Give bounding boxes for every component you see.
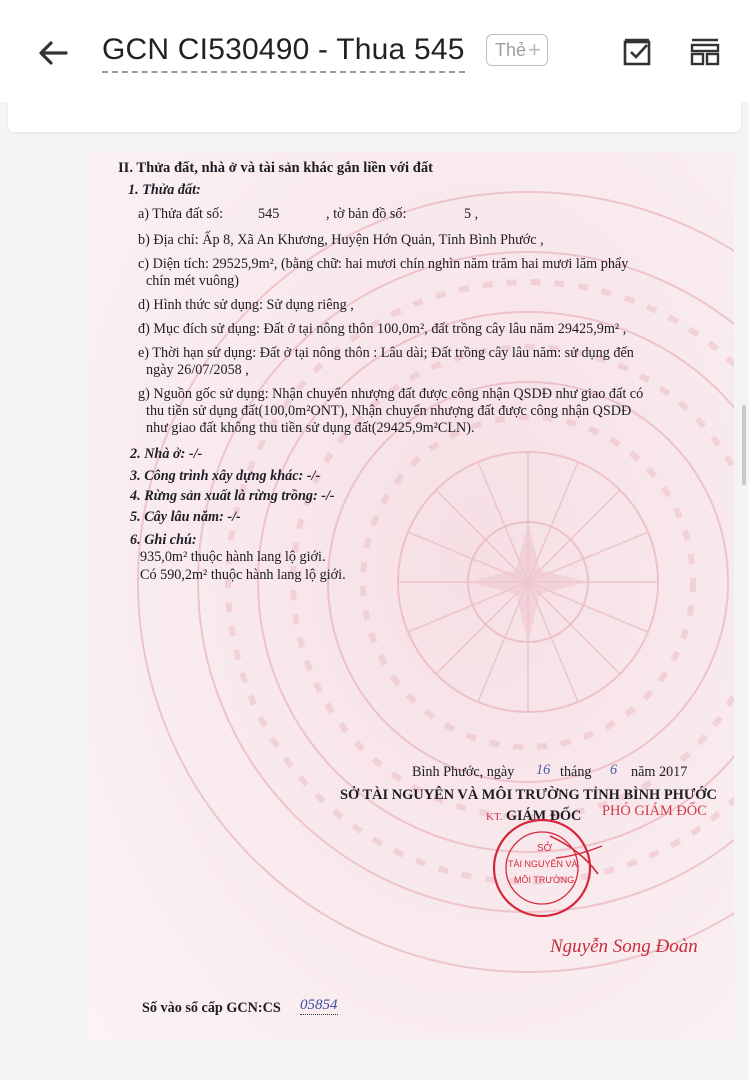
registration-number: 05854 (300, 997, 338, 1013)
seal-line-2: TÀI NGUYÊN VÀ (508, 859, 578, 869)
checkbox-icon (622, 36, 654, 68)
plus-icon: + (528, 37, 541, 62)
origin-line-3: như giao đất không thu tiền sử dụng đất(29425,9m²CLN). (146, 420, 475, 436)
director-title: GIÁM ĐỐC (506, 808, 582, 824)
tag-label: Thẻ (495, 39, 527, 60)
origin-line-1: g) Nguồn gốc sử dụng: Nhận chuyển nhượng đất được công nhận QSDĐ như giao đất có (138, 386, 644, 402)
select-button[interactable] (622, 36, 654, 68)
date-month: 6 (610, 762, 618, 778)
usage-purpose-line: đ) Mục đích sử dụng: Đất ở tại nông thôn 100,0m², đất trồng cây lâu năm 29425,9m² , (138, 321, 627, 337)
origin-line-2: thu tiền sử dụng đất(100,0m²ONT), Nhận chuyển nhượng đất được công nhận QSDĐ (146, 403, 632, 419)
section-3-construction: 3. Công trình xây dựng khác: -/- (130, 468, 321, 484)
date-day: 16 (536, 762, 551, 778)
agency-name: SỞ TÀI NGUYÊN VÀ MÔI TRƯỜNG TỈNH BÌNH PHƯỚC (340, 787, 717, 803)
section-6-notes: 6. Ghi chú: (130, 532, 197, 548)
deputy-director-stamp: PHÓ GIÁM ĐỐC (602, 803, 707, 819)
card-strip (8, 102, 741, 132)
certificate-scan[interactable] (88, 152, 734, 1040)
map-sheet-number: 5 , (464, 206, 479, 222)
usage-term-line-1: e) Thời hạn sử dụng: Đất ở tại nông thôn : Lâu dài; Đất trồng cây lâu năm: sử dụng đến (138, 345, 634, 361)
usage-form-line: d) Hình thức sử dụng: Sử dụng riêng , (138, 297, 354, 313)
back-button[interactable] (34, 34, 72, 72)
date-year: năm 2017 (631, 764, 688, 780)
area-line-1: c) Diện tích: 29525,9m², (bằng chữ: hai mươi chín nghìn năm trăm hai mươi lăm phẩy (138, 256, 629, 272)
scrollbar[interactable] (742, 405, 746, 485)
registration-label: Số vào sổ cấp GCN:CS (142, 1000, 281, 1016)
date-prefix: Bình Phước, ngày (412, 764, 515, 780)
usage-term-line-2: ngày 26/07/2058 , (146, 362, 249, 378)
map-sheet-label: , tờ bản đồ số: (326, 206, 407, 222)
app-bar (0, 0, 749, 102)
page-title[interactable]: GCN CI530490 - Thua 545 (102, 31, 465, 73)
layout-button[interactable] (689, 36, 721, 68)
kt-prefix: KT. (486, 811, 503, 823)
seal-line-1: SỞ (537, 843, 553, 854)
section-4-forest: 4. Rừng sản xuất là rừng trồng: -/- (130, 488, 335, 504)
add-tag-button[interactable] (486, 34, 548, 66)
date-month-label: tháng (560, 764, 592, 780)
note-line-1: 935,0m² thuộc hành lang lộ giới. (140, 549, 326, 565)
section-2-house: 2. Nhà ở: -/- (130, 446, 203, 462)
layout-grid-icon (689, 36, 721, 68)
area-line-2: chín mét vuông) (146, 273, 239, 289)
back-arrow-icon (38, 41, 68, 65)
section-heading: II. Thửa đất, nhà ở và tài sản khác gắn liền với đất (118, 160, 433, 176)
address-line: b) Địa chỉ: Ấp 8, Xã An Khương, Huyện Hớn Quản, Tỉnh Bình Phước , (138, 232, 544, 248)
note-line-2: Có 590,2m² thuộc hành lang lộ giới. (140, 567, 346, 583)
signer-name: Nguyễn Song Đoàn (550, 936, 698, 957)
seal-line-3: MÔI TRƯỜNG (514, 875, 575, 885)
parcel-number: 545 (258, 206, 280, 222)
section-5-perennial: 5. Cây lâu năm: -/- (130, 509, 241, 525)
certificate-text (88, 152, 734, 1040)
parcel-number-label: a) Thửa đất số: (138, 206, 224, 222)
section-1-heading: 1. Thửa đất: (128, 182, 201, 198)
